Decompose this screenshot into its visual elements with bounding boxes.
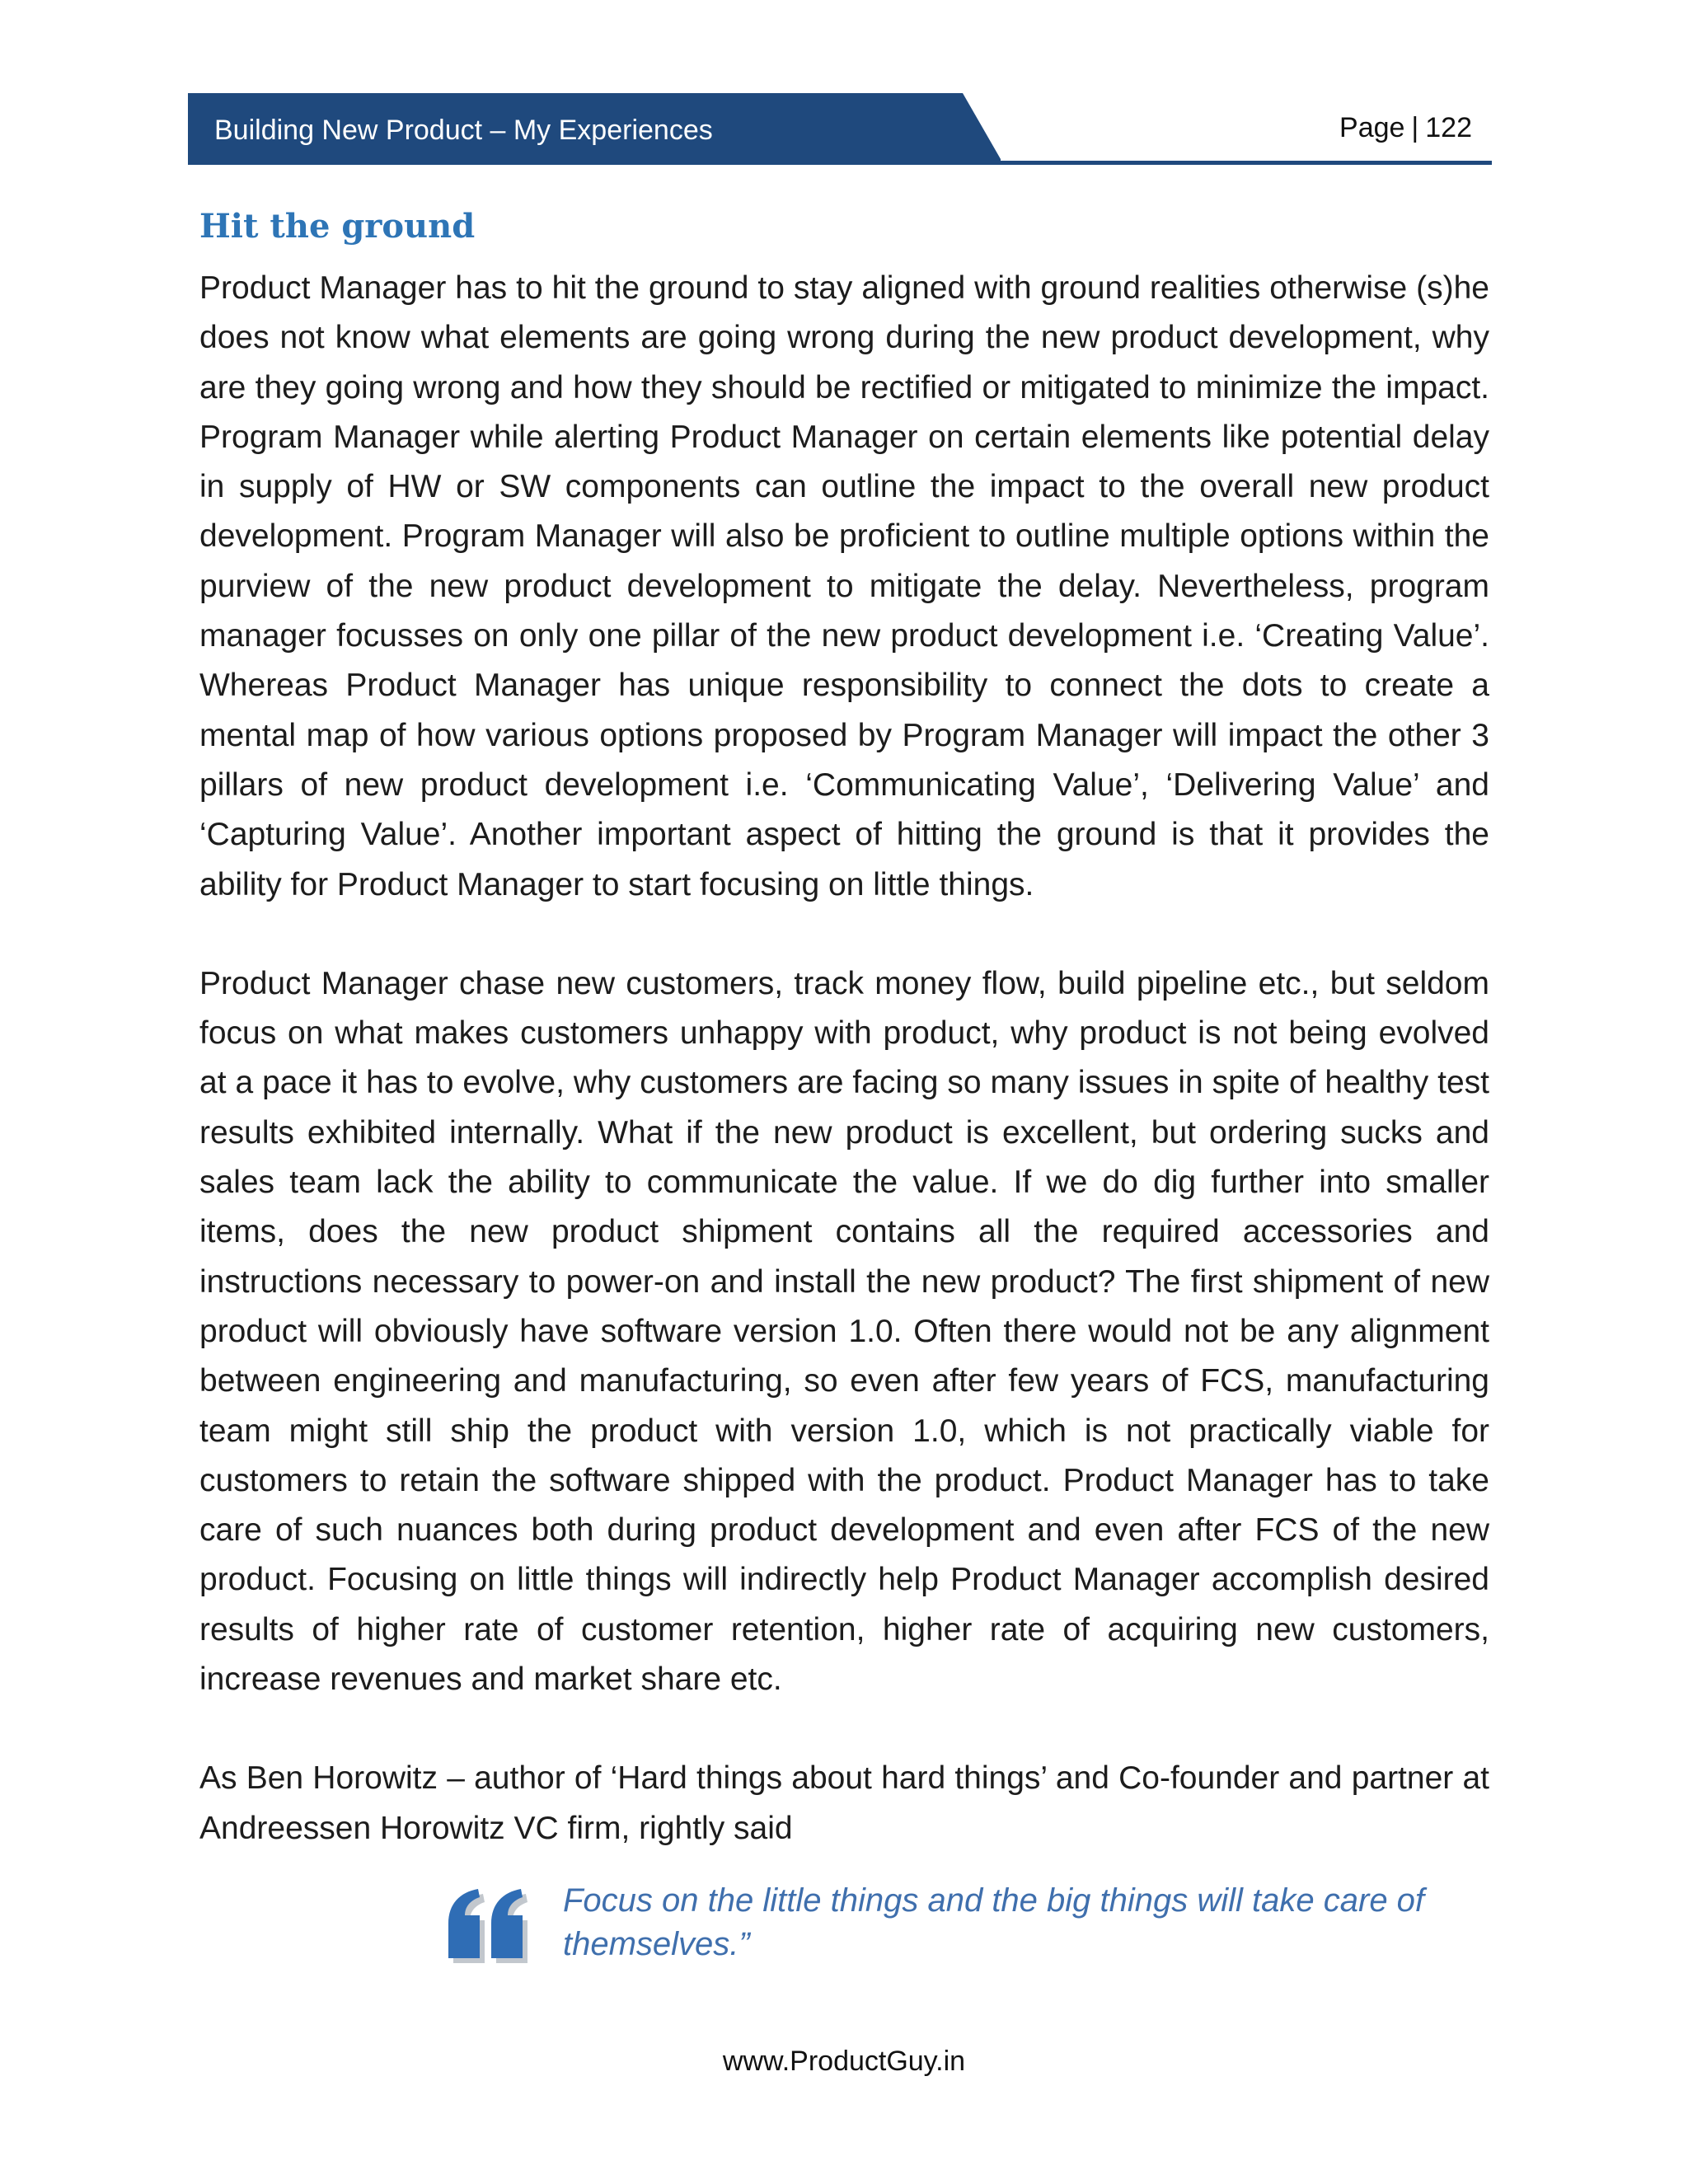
paragraph-3: As Ben Horowitz – author of ‘Hard things about hard things’ and Co-founder and partner at Andreessen Horowitz VC firm, rightly said [199,1760,1489,1846]
book-title: Building New Product – My Experiences [214,115,713,146]
quote-mark-icon [445,1889,536,1968]
footer-website: www.ProductGuy.in [722,2046,966,2077]
pull-quote [445,1879,1459,1986]
page-indicator [1339,112,1472,144]
header-rule [992,161,1492,165]
page-word: Page [1339,112,1405,143]
page-separator: | [1411,112,1419,143]
main-content [199,198,1489,1854]
paragraph-1: Product Manager has to hit the ground to stay aligned with ground realities otherwise (s)he does not know what elements are going wrong during the new product development, why are they going wrong and how they should be rectified or mitigated to minimize the impact. Program Manager while alerting Product Manager on certain elements like potential delay in supply of HW or SW components can outline the impact to the overall new product development. Program Manager will also be proficient to outline multiple options within the purview of the new product development to mitigate the delay. Nevertheless, program manager focusses on only one pillar of the new product development i.e. ‘Creating Value’. Whereas Product Manager has unique responsibility to connect the dots to create a mental map of how various options proposed by Program Manager will impact the other 3 pillars of new product development i.e. ‘Communicating Value’, ‘Delivering Value’ and ‘Capturing Value’. Another important aspect of hitting the ground is that it provides the ability for Product Manager to start focusing on little things. [199,270,1489,902]
page-number: 122 [1425,112,1472,143]
header-band-underline [188,159,1001,165]
quote-text: Focus on the little things and the big things will take care of themselves.” [563,1882,1425,1962]
section-title: Hit the ground [199,207,476,246]
page-header [188,93,1492,167]
paragraph-2: Product Manager chase new customers, track money flow, build pipeline etc., but seldom focus on what makes customers unhappy with product, why product is not being evolved at a pace it has to evolve, why customers are facing so many issues in spite of healthy test results exhibited internally. What if the new product is excellent, but ordering sucks and sales team lack the ability to communicate the value. If we do dig further into smaller items, does the new product shipment contains all the required accessories and instructions necessary to power-on and install the new product? The first shipment of new product will obviously have software version 1.0. Often there would not be any alignment between engineering and manufacturing, so even after few years of FCS, manufacturing team might still ship the product with version 1.0, which is not practically viable for customers to retain the software shipped with the product. Product Manager has to take care of such nuances both during product development and even after FCS of the new product. Focusing on little things will indirectly help Product Manager accomplish desired results of higher rate of customer retention, higher rate of acquiring new customers, increase revenues and market share etc. [199,965,1489,1698]
